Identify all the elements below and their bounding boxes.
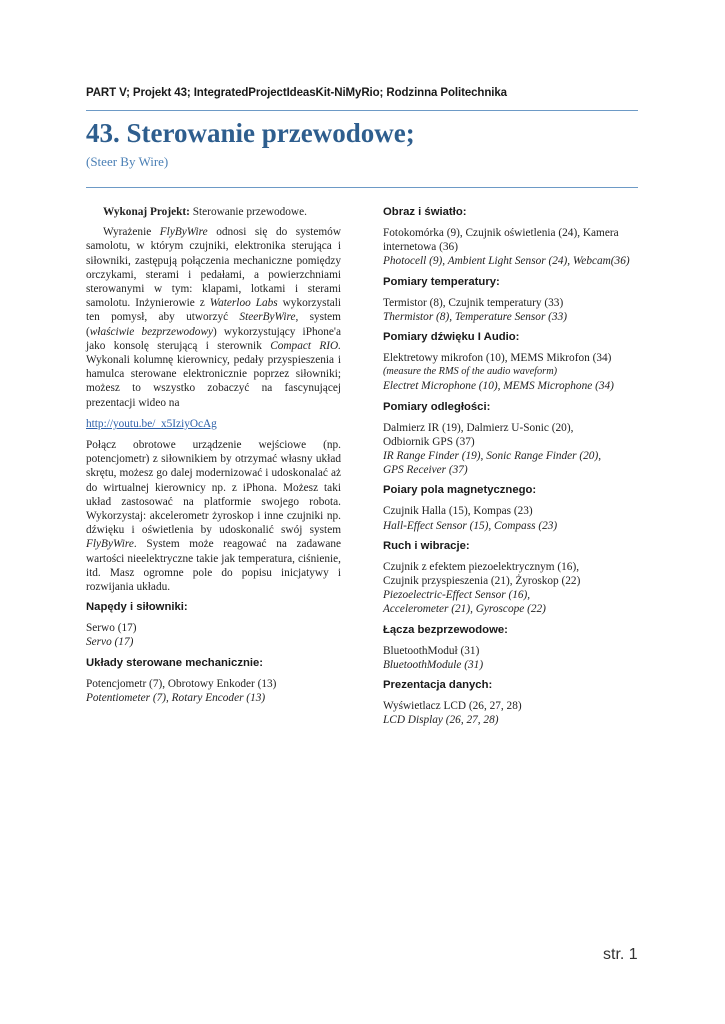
section-line: Odbiornik GPS (37) — [383, 435, 475, 448]
section-line-italic: Accelerometer (21), Gyroscope (22) — [383, 603, 546, 616]
text-run: . System może reagować na zadawane wartości nieelektryczne takie jak temperatura, ciśnienie, itd. Masz ogromne pole do popisu inicjatywy i rozwijania układu. — [86, 538, 341, 594]
section-line-italic: Thermistor (8), Temperature Sensor (33) — [383, 310, 567, 323]
section-line: Potencjometr (7), Obrotowy Enkoder (13) — [86, 677, 277, 690]
section-light — [383, 226, 645, 269]
section-line-italic: BluetoothModule (31) — [383, 658, 484, 671]
section-line-italic: GPS Receiver (37) — [383, 464, 468, 477]
section-temperature — [383, 296, 645, 324]
section-heading-magnetic: Poiary pola magnetycznego: — [383, 484, 537, 497]
page-number: str. 1 — [603, 946, 638, 963]
text-run: Połącz obrotowe urządzenie wejściowe (np. potencjometr) z siłownikiem by otrzymać własny układ skrętu, możesz go dalej modernizować i udoskonalać aż do wirtualnej kierownicy np. z iPhona. Możesz taki układ zastosować na platformie swojego robota. Wykorzystaj: akcelerometr żyroskop i inne czujniki np. dźwięku i oświetlenia by udoskonalić swój system — [86, 439, 341, 537]
section-heading-audio: Pomiary dźwięku I Audio: — [383, 331, 520, 344]
section-heading-actuators: Napędy i siłowniki: — [86, 601, 188, 614]
section-line: Elektretowy mikrofon (10), MEMS Mikrofon (34) — [383, 352, 612, 365]
section-heading-temperature: Pomiary temperatury: — [383, 275, 500, 288]
section-heading-light: Obraz i światło: — [383, 206, 467, 218]
section-line-italic: Photocell (9), Ambient Light Sensor (24), Webcam(36) — [383, 255, 630, 268]
text-run-italic: Waterloo Labs — [209, 297, 278, 310]
section-heading-display: Prezentacja danych: — [383, 679, 493, 692]
section-line: Serwo (17) — [86, 622, 137, 635]
section-mechanical — [86, 677, 341, 705]
section-line: Dalmierz IR (19), Dalmierz U-Sonic (20), — [383, 421, 574, 434]
section-actuators — [86, 621, 341, 649]
lead-text: Sterowanie przewodowe. — [189, 206, 307, 218]
text-run-italic: FlyByWire — [86, 538, 134, 551]
section-line: Wyświetlacz LCD (26, 27, 28) — [383, 700, 522, 713]
project-lead — [86, 205, 341, 219]
text-run-italic: FlyByWire — [159, 226, 208, 239]
section-line: Czujnik przyspieszenia (21), Żyroskop (22) — [383, 575, 581, 588]
section-line-italic: Electret Microphone (10), MEMS Microphone (34) — [383, 380, 614, 393]
section-line-italic: IR Range Finder (19), Sonic Range Finder (20), — [383, 450, 602, 463]
text-run-italic: Compact RIO. — [270, 339, 341, 352]
section-audio — [383, 351, 645, 394]
section-line-italic: Hall-Effect Sensor (15), Compass (23) — [383, 519, 558, 532]
section-line-italic: LCD Display (26, 27, 28) — [383, 714, 499, 727]
section-heading-distance: Pomiary odległości: — [383, 400, 491, 413]
page-title: 43. Sterowanie przewodowe; — [86, 118, 415, 148]
page-subtitle: (Steer By Wire) — [86, 154, 169, 169]
section-line-italic: Servo (17) — [86, 636, 134, 649]
text-run-italic: SteerByWire, — [239, 311, 299, 324]
section-line-italic: (measure the RMS of the audio waveform) — [383, 366, 558, 378]
section-line: Czujnik z efektem piezoelektrycznym (16), — [383, 560, 580, 573]
running-header: PART V; Projekt 43; IntegratedProjectIdeasKit-NiMyRio; Rodzinna Politechnika — [86, 87, 507, 99]
video-link[interactable]: http://youtu.be/_x5IziyOcAg — [86, 417, 217, 430]
section-heading-motion: Ruch i wibracje: — [383, 539, 470, 552]
instructions-paragraph — [86, 438, 341, 594]
left-column — [86, 205, 341, 710]
section-line-italic: Potentiometer (7), Rotary Encoder (13) — [86, 691, 266, 704]
text-run: ) wykorzystujący iPhone'a jako konsolę sterującą i sterownik — [86, 325, 341, 352]
text-run-italic: właściwie bezprzewodowy — [89, 325, 213, 338]
text-run: system ( — [86, 311, 341, 338]
section-wireless — [383, 644, 645, 672]
section-line: Czujnik Halla (15), Kompas (23) — [383, 505, 533, 518]
text-run: wykorzystali ten pomysł, aby utworzyć — [86, 297, 342, 324]
section-magnetic — [383, 504, 645, 532]
section-line: Fotokomórka (9), Czujnik oświetlenia (24), Kamera internetowa (36) — [383, 227, 619, 254]
lead-label: Wykonaj Projekt: — [103, 206, 190, 218]
text-run: Wykonali kolumnę kierownicy, pedały przyspieszenia i hamulca sterowane elektronicznie poprzez siłowniki; możesz to wszystko zobaczyć na fascynującej prezentacji wideo na — [86, 354, 341, 409]
section-line: Termistor (8), Czujnik temperatury (33) — [383, 296, 564, 309]
section-display — [383, 699, 645, 727]
title-rule — [86, 187, 638, 188]
section-motion — [383, 560, 645, 617]
section-line: BluetoothModuł (31) — [383, 644, 480, 657]
section-heading-mechanical: Układy sterowane mechanicznie: — [86, 656, 264, 669]
header-rule — [86, 110, 638, 111]
section-distance — [383, 421, 645, 478]
right-column — [383, 205, 645, 732]
intro-paragraph — [86, 225, 341, 410]
text-run: Wyrażenie — [103, 226, 160, 239]
section-line-italic: Piezoelectric-Effect Sensor (16), — [383, 589, 531, 602]
text-run: odnosi się do systemów samolotu, w którym czujniki, elektronika sterująca i siłowniki, zastępują połączenia mechaniczne pomiędzy orczykami, sterami i pedałami, a powierzchniami sterowanymi w tym: klapami, lotkami i sterami samolotu. Inżynierowie z — [86, 226, 341, 310]
section-heading-wireless: Łącza bezprzewodowe: — [383, 623, 508, 636]
